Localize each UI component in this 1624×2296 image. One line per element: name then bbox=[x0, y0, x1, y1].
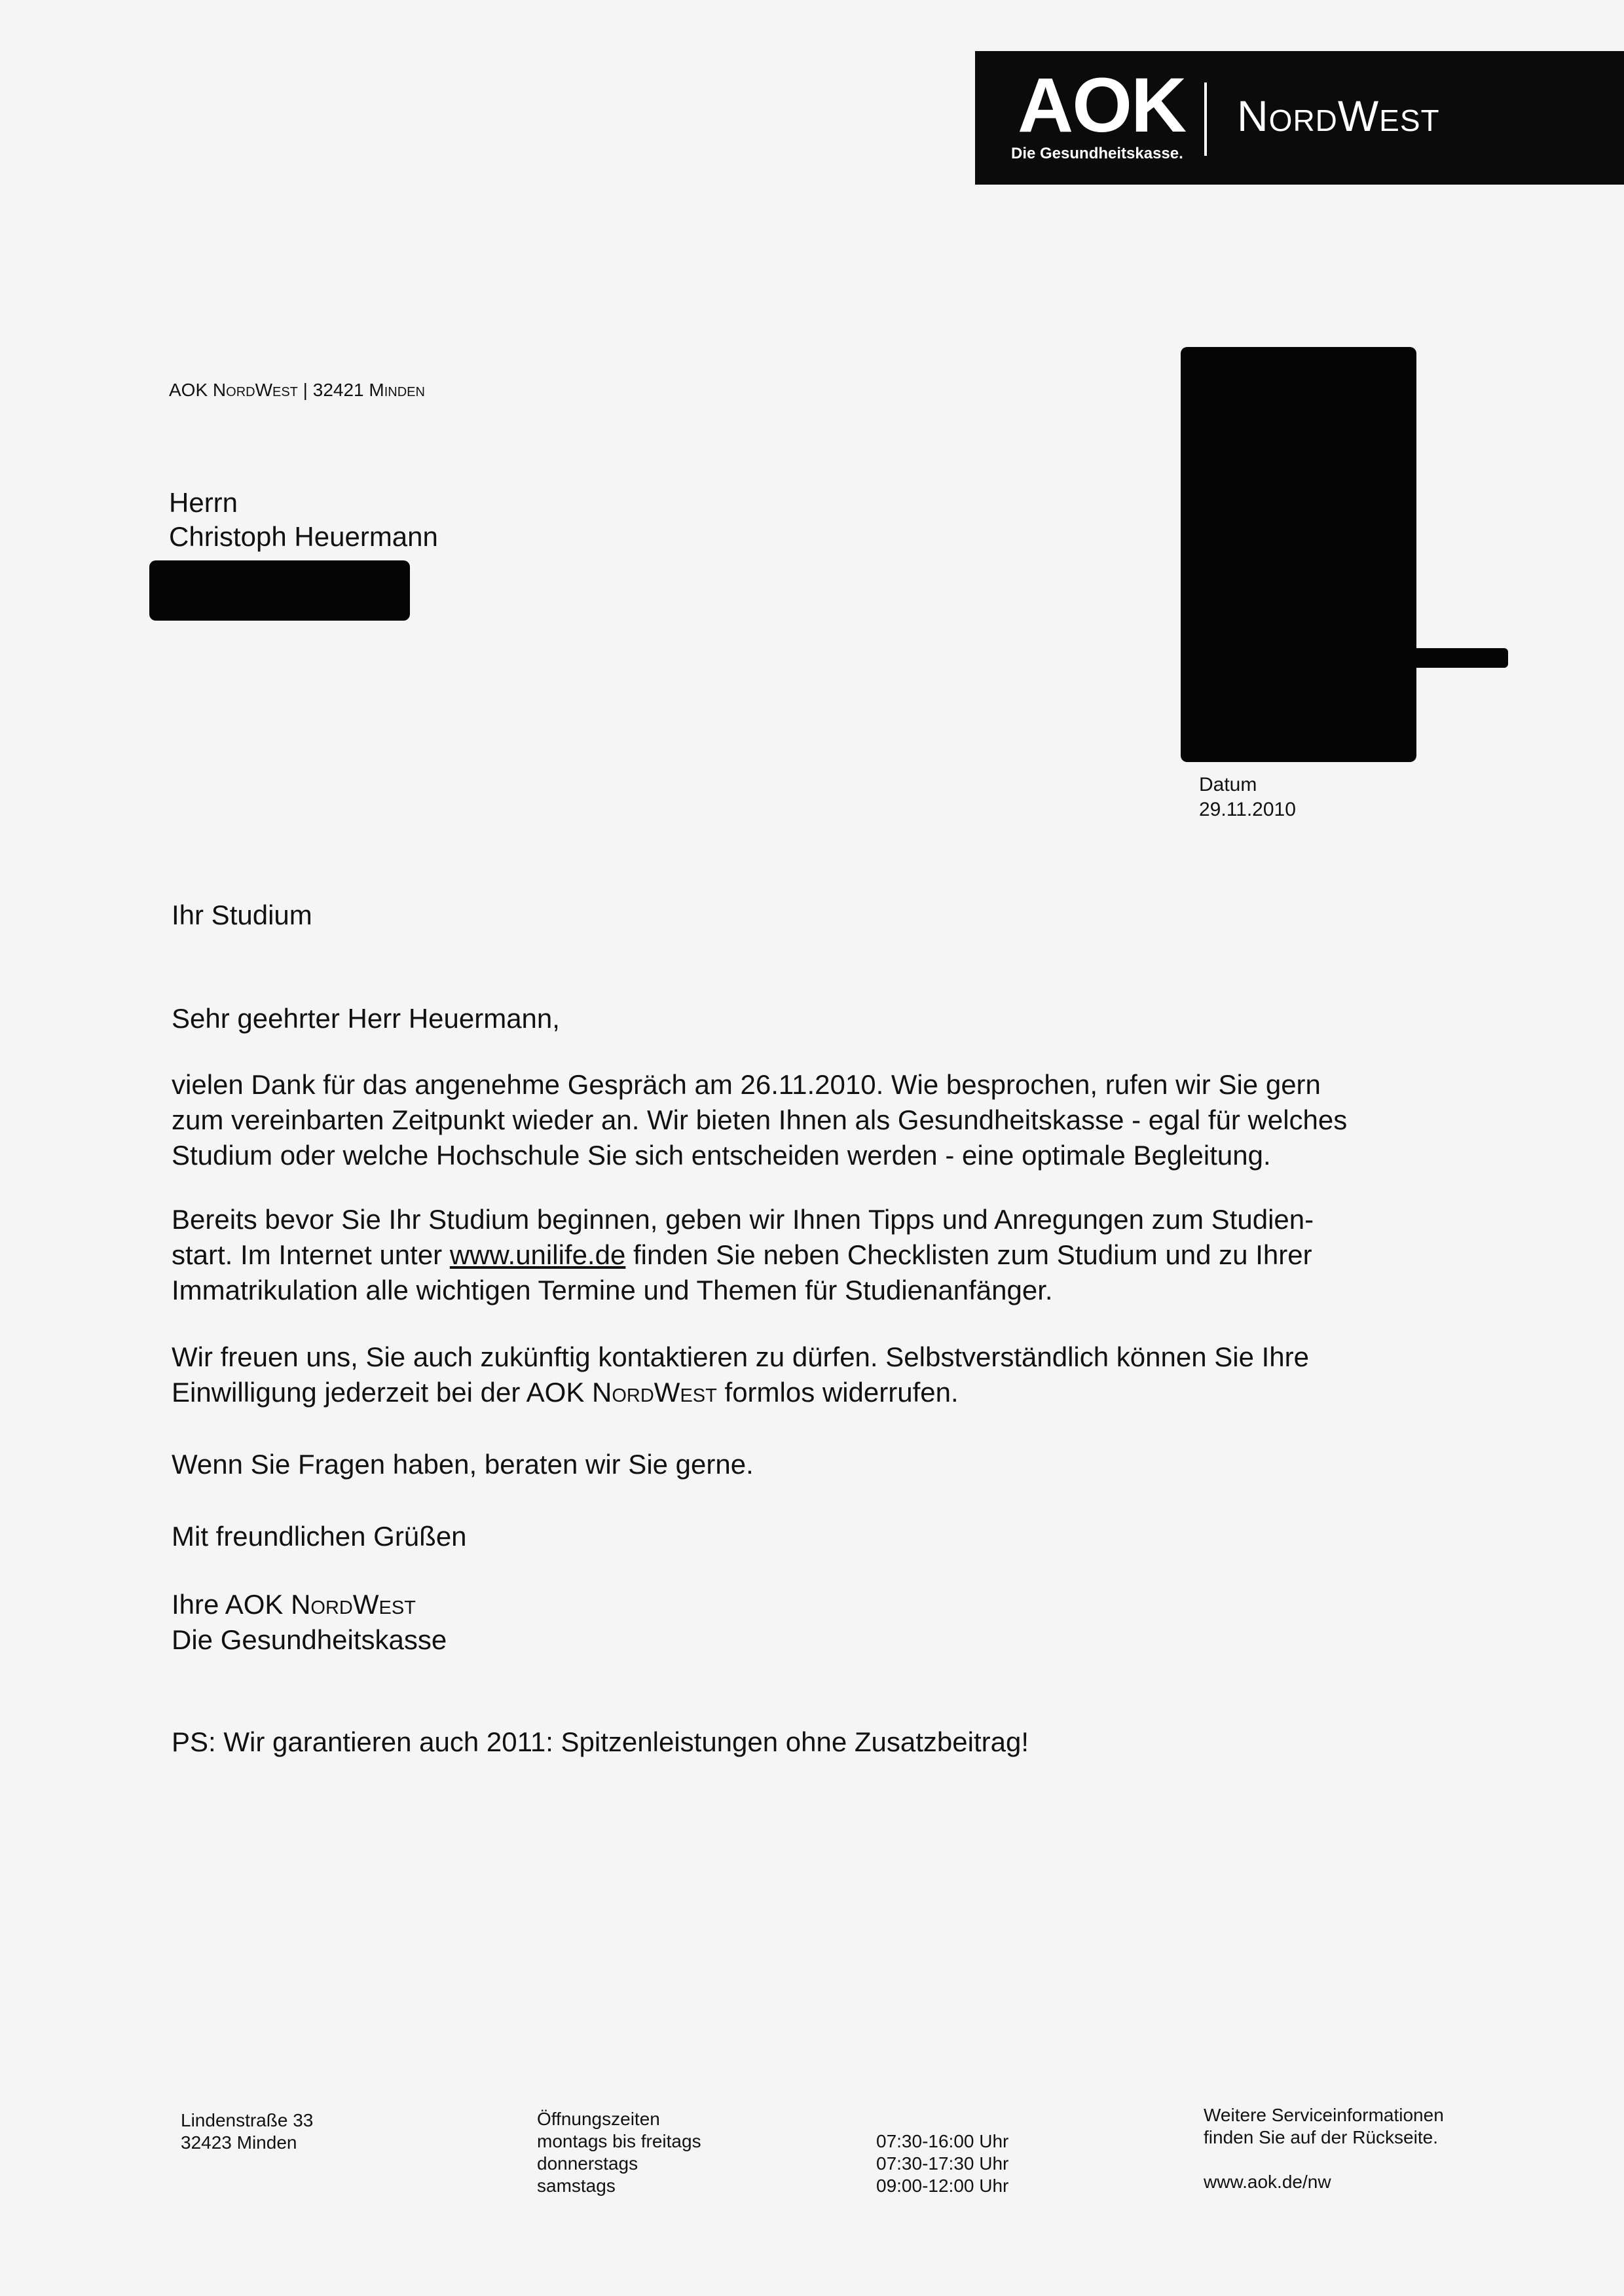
letter-subject: Ihr Studium bbox=[172, 900, 312, 930]
body-line: Bereits bevor Sie Ihr Studium beginnen, geben wir Ihnen Tipps und Anregungen zum Studien- bbox=[172, 1204, 1314, 1235]
logo-aok-wordmark: AOK bbox=[1018, 62, 1186, 149]
letter-salutation: Sehr geehrter Herr Heuermann, bbox=[172, 1003, 560, 1034]
body-paragraph-1 bbox=[172, 1067, 1449, 1173]
recipient-address bbox=[169, 486, 438, 554]
redacted-contact-tab bbox=[1411, 648, 1508, 668]
sender-postal: 32421 Minden bbox=[312, 380, 425, 400]
body-line bbox=[172, 1375, 1449, 1410]
date-block bbox=[1199, 773, 1296, 822]
logo-divider bbox=[1204, 82, 1207, 156]
logo-brand-nordwest: NordWest bbox=[1237, 92, 1440, 140]
date-label: Datum bbox=[1199, 774, 1257, 795]
footer-service-line: finden Sie auf der Rückseite. bbox=[1204, 2127, 1438, 2147]
footer-service-info bbox=[1204, 2104, 1444, 2149]
body-line: Studium oder welche Hochschule Sie sich entscheiden werden - eine optimale Begleitung. bbox=[172, 1140, 1271, 1171]
letter-signature bbox=[172, 1587, 1449, 1658]
redacted-street-address bbox=[149, 560, 410, 621]
brand-nordwest: NordWest bbox=[592, 1377, 717, 1408]
footer-opening-days bbox=[537, 2108, 701, 2197]
body-text: Einwilligung jederzeit bei der AOK bbox=[172, 1377, 593, 1408]
recipient-name: Christoph Heuermann bbox=[169, 521, 438, 552]
footer-hours-days: donnerstags bbox=[537, 2153, 638, 2174]
body-paragraph-3 bbox=[172, 1339, 1449, 1410]
footer-hours-time: 07:30-16:00 Uhr bbox=[876, 2131, 1009, 2151]
postscript: PS: Wir garantieren auch 2011: Spitzenleistungen ohne Zusatzbeitrag! bbox=[172, 1726, 1029, 1757]
sender-separator: | bbox=[297, 380, 313, 400]
footer-hours-days: samstags bbox=[537, 2176, 616, 2196]
footer-address bbox=[181, 2109, 313, 2154]
signature-line-2: Die Gesundheitskasse bbox=[172, 1624, 447, 1655]
logo-tagline: Die Gesundheitskasse. bbox=[1011, 145, 1183, 162]
footer-city: 32423 Minden bbox=[181, 2132, 297, 2153]
footer-hours-time: 07:30-17:30 Uhr bbox=[876, 2153, 1009, 2174]
body-text: formlos widerrufen. bbox=[716, 1377, 959, 1408]
footer-hours-title: Öffnungszeiten bbox=[537, 2109, 660, 2129]
body-line: vielen Dank für das angenehme Gespräch am 26.11.2010. Wie besprochen, rufen wir Sie gern bbox=[172, 1069, 1321, 1100]
body-paragraph-2 bbox=[172, 1202, 1449, 1308]
signature-text: Ihre AOK bbox=[172, 1589, 291, 1620]
body-text: finden Sie neben Checklisten zum Studium und zu Ihrer bbox=[625, 1239, 1312, 1270]
footer-hours-days: montags bis freitags bbox=[537, 2131, 701, 2151]
recipient-salutation: Herrn bbox=[169, 487, 238, 518]
body-text: start. Im Internet unter bbox=[172, 1239, 450, 1270]
body-line: Wir freuen uns, Sie auch zukünftig kontaktieren zu dürfen. Selbstverständlich können Sie Ihre bbox=[172, 1341, 1309, 1372]
body-line: Immatrikulation alle wichtigen Termine und Themen für Studienanfänger. bbox=[172, 1275, 1053, 1305]
footer-hours-time: 09:00-12:00 Uhr bbox=[876, 2176, 1009, 2196]
sender-org: AOK NordWest bbox=[169, 380, 298, 400]
footer-service-line: Weitere Serviceinformationen bbox=[1204, 2105, 1444, 2125]
body-line bbox=[172, 1237, 1449, 1273]
sender-return-address bbox=[169, 380, 425, 401]
brand-nordwest: NordWest bbox=[291, 1589, 416, 1620]
body-line: zum vereinbarten Zeitpunkt wieder an. Wir bieten Ihnen als Gesundheitskasse - egal für welches bbox=[172, 1104, 1348, 1135]
footer-street: Lindenstraße 33 bbox=[181, 2110, 314, 2130]
unilife-link[interactable]: www.unilife.de bbox=[449, 1239, 626, 1270]
footer-website-link[interactable]: www.aok.de/nw bbox=[1204, 2172, 1331, 2192]
signature-line-1 bbox=[172, 1587, 1449, 1622]
letter-closing: Mit freundlichen Grüßen bbox=[172, 1521, 467, 1552]
redacted-contact-info bbox=[1181, 347, 1416, 762]
aok-logo-block bbox=[975, 51, 1624, 185]
footer-opening-times bbox=[876, 2130, 1008, 2197]
date-value: 29.11.2010 bbox=[1199, 799, 1296, 820]
body-paragraph-4: Wenn Sie Fragen haben, beraten wir Sie gerne. bbox=[172, 1449, 754, 1480]
